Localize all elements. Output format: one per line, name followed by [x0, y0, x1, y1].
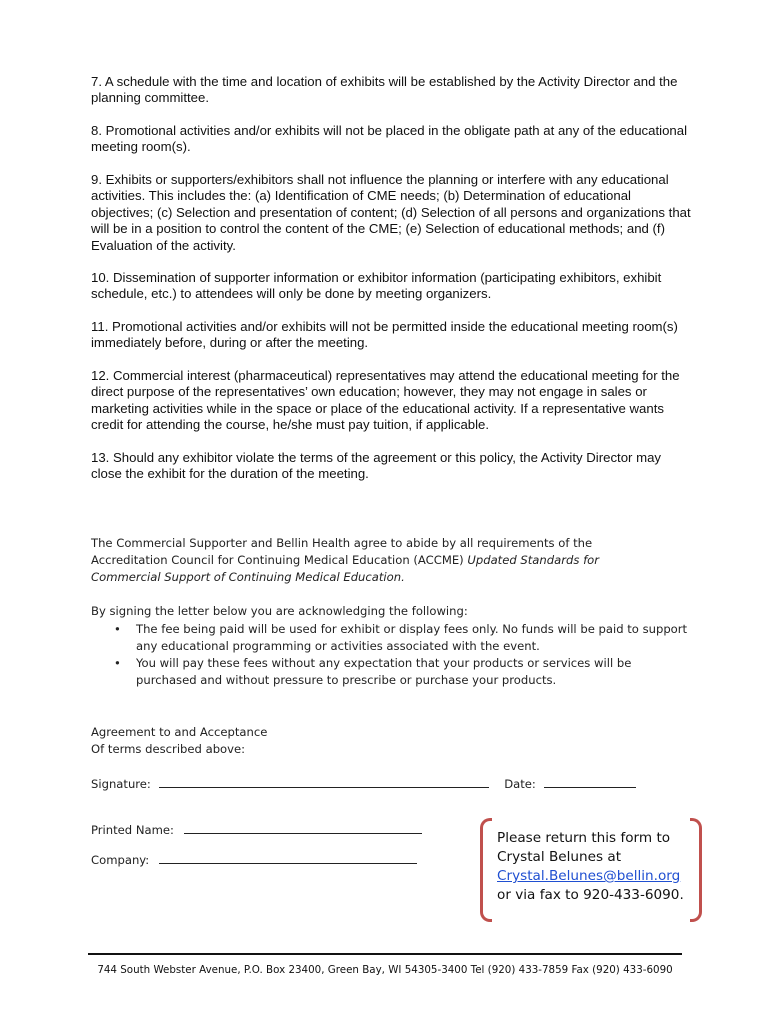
return-instructions-callout [480, 818, 702, 924]
policy-item-7: 7. A schedule with the time and location of exhibits will be established by the Activity Director and the planning committee. [91, 74, 678, 106]
policy-item-11: 11. Promotional activities and/or exhibits will not be permitted inside the educational meeting room(s) immediately before, during or after the meeting. [91, 319, 678, 351]
signature-field[interactable] [159, 775, 489, 788]
policy-item-9: 9. Exhibits or supporters/exhibitors shall not influence the planning or interfere with any educational activities. This includes the: (a) Identification of CME needs; (b) Determination of educational objectives; (c) Selection and presentation of content; (d) Selection of all persons and organizations that will be in a position to control the content of the CME; (e) Selection of educational methods; and (f) Evaluation of the activity. [91, 172, 691, 253]
accme-standards-title: Updated Standards for Commercial Support of Continuing Medical Education. [91, 553, 600, 584]
policy-item-8: 8. Promotional activities and/or exhibits will not be placed in the obligate path at any of the educational meeting room(s). [91, 123, 688, 155]
acceptance-line-1: Agreement to and Acceptance [91, 725, 268, 739]
acknowledge-bullet-2 [91, 655, 691, 689]
accme-agreement-paragraph [91, 535, 651, 586]
email-link[interactable]: Crystal.Belunes@bellin.org [497, 868, 681, 884]
bullet-icon: • [114, 656, 121, 670]
acceptance-line-2: Of terms described above: [91, 742, 246, 756]
footer-divider [88, 953, 682, 955]
date-label: Date: [504, 777, 536, 791]
left-bracket-shape [480, 818, 492, 922]
company-label: Company: [91, 853, 150, 867]
bullet-text: You will pay these fees without any expectation that your products or services will be purchased and without pressure to prescribe or purchase your products. [136, 656, 632, 687]
agreement-text: The Commercial Supporter and Bellin Health agree to abide by all requirements of the Accreditation Council for Continuing Medical Education (ACCME) [91, 536, 593, 567]
callout-line-1: Please return this form to [497, 830, 671, 846]
signature-label: Signature: [91, 777, 151, 791]
company-field[interactable] [159, 851, 417, 864]
printed-name-field[interactable] [184, 821, 422, 834]
date-field[interactable] [544, 775, 636, 788]
bullet-text: The fee being paid will be used for exhibit or display fees only. No funds will be paid to support any educational programming or activities associated with the event. [136, 622, 688, 653]
acknowledge-intro: By signing the letter below you are acknowledging the following: [91, 604, 468, 618]
printed-name-label: Printed Name: [91, 823, 174, 837]
policy-item-13: 13. Should any exhibitor violate the terms of the agreement or this policy, the Activity Director may close the exhibit for the duration of the meeting. [91, 450, 662, 482]
footer-address: 744 South Webster Avenue, P.O. Box 23400, Green Bay, WI 54305-3400 Tel (920) 433-7859 Fax (920) 433-6090 [97, 964, 673, 976]
callout-line-2: Crystal Belunes at [497, 849, 622, 865]
callout-line-4: or via fax to 920-433-6090. [497, 887, 684, 903]
signature-row [91, 775, 691, 793]
acknowledge-bullet-1 [91, 621, 691, 655]
acknowledge-list [91, 621, 691, 689]
policy-item-12: 12. Commercial interest (pharmaceutical) representatives may attend the educational meeting for the direct purpose of the representatives’ own education; however, they may not engage in sales or marketing activities while in the space or place of the educational activity. If a representative wants credit for attending the course, he/she must pay tuition, if applicable. [91, 368, 680, 433]
policy-item-10: 10. Dissemination of supporter information or exhibitor information (participating exhibitors, exhibit schedule, etc.) to attendees will only be done by meeting organizers. [91, 270, 662, 302]
bullet-icon: • [114, 622, 121, 636]
